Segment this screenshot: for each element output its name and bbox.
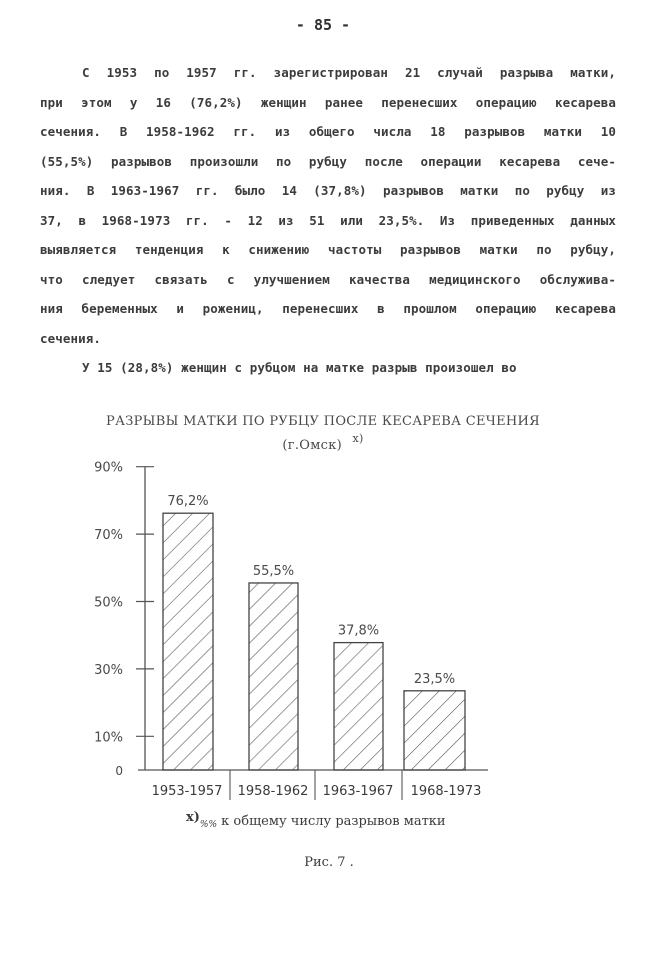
text-line: что следует связать с улучшением качества медицинского обслужива- xyxy=(40,271,616,287)
footnote-mark: x) xyxy=(186,810,200,825)
text-line: при этом у 16 (76,2%) женщин ранее перенесших операцию кесарева xyxy=(40,94,616,110)
text-line: 37, в 1968-1973 гг. - 12 из 51 или 23,5%. Из приведенных данных xyxy=(40,212,616,228)
figure xyxy=(0,400,646,900)
x-category-label: 1968-1973 xyxy=(410,784,482,799)
y-tick-label: 90% xyxy=(94,460,123,476)
text-line: сечения. xyxy=(40,330,102,346)
footnote-percent: %% xyxy=(199,820,218,830)
text-line: У 15 (28,8%) женщин с рубцом на матке разрыв произошел во xyxy=(82,360,517,375)
text-line: (55,5%) разрывов произошли по рубцу после операции кесарева сече- xyxy=(40,153,616,169)
bar-value-label: 76,2% xyxy=(167,494,209,510)
chart-subtitle-mark: x) xyxy=(352,432,364,445)
bar xyxy=(334,643,383,770)
bar-value-label: 23,5% xyxy=(413,671,456,687)
figure-caption: Рис. 7 . xyxy=(304,855,354,870)
y-tick-label: 70% xyxy=(94,528,123,544)
chart-title: РАЗРЫВЫ МАТКИ ПО РУБЦУ ПОСЛЕ КЕСАРЕВА СЕЧЕНИЯ xyxy=(106,414,540,429)
y-tick-label: 10% xyxy=(94,730,123,746)
bar-chart xyxy=(0,400,646,810)
bar-value-label: 37,8% xyxy=(337,623,380,639)
text-line: С 1953 по 1957 гг. зарегистрирован 21 случай разрыва матки, xyxy=(82,65,616,80)
bar xyxy=(163,513,213,770)
x-category-label: 1953-1957 xyxy=(151,784,223,799)
y-tick-label: 50% xyxy=(94,595,123,611)
page-number: - 85 - xyxy=(295,16,351,34)
bar xyxy=(249,583,298,770)
text-line: сечения. В 1958-1962 гг. из общего числа 18 разрывов матки 10 xyxy=(40,124,616,139)
y-tick-label: 30% xyxy=(94,662,123,678)
y-tick-label: 0 xyxy=(115,764,123,778)
text-line: ния беременных и рожениц, перенесших в прошлом операцию кесарева xyxy=(40,301,616,316)
text-line: ния. В 1963-1967 гг. было 14 (37,8%) разрывов матки по рубцу из xyxy=(40,183,616,198)
x-category-label: 1958-1962 xyxy=(237,784,309,799)
x-category-label: 1963-1967 xyxy=(322,784,394,799)
chart-footnote xyxy=(186,810,446,830)
bar-value-label: 55,5% xyxy=(252,563,295,579)
text-line: выявляется тенденция к снижению частоты разрывов матки по рубцу, xyxy=(40,242,616,257)
body-text xyxy=(40,58,616,383)
bar xyxy=(404,691,465,770)
chart-subtitle-text: (г.Омск) xyxy=(282,438,343,453)
footnote-text: к общему числу разрывов матки xyxy=(221,814,446,829)
